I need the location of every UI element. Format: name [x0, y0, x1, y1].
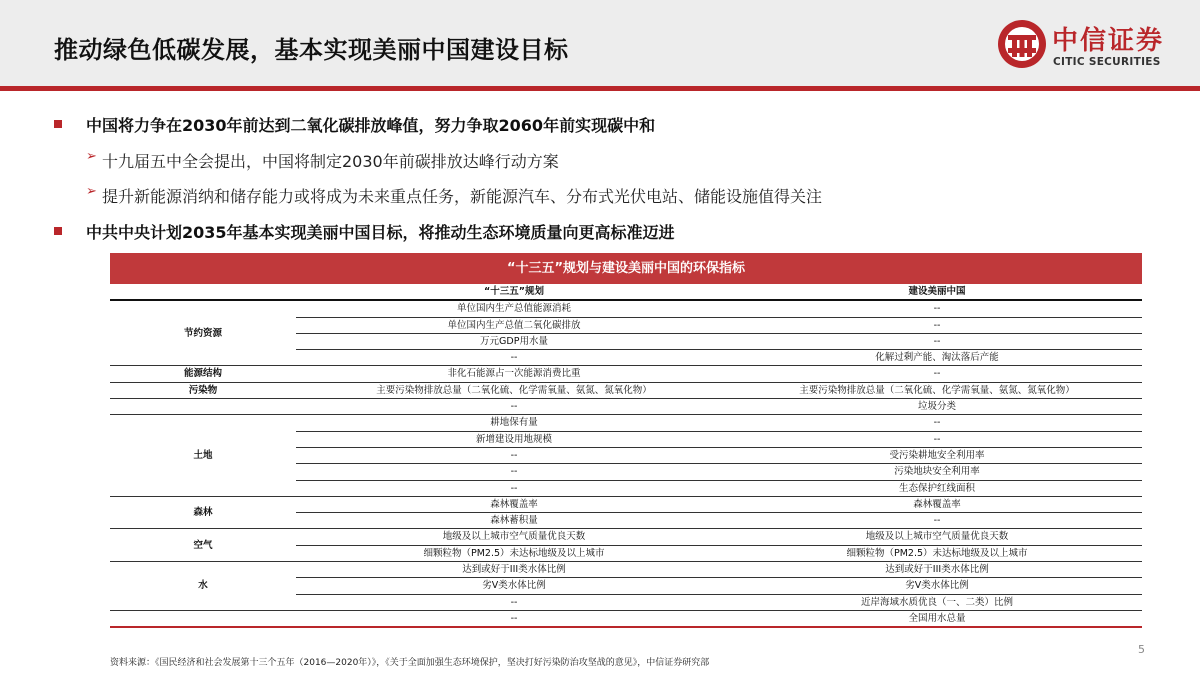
- table-cell: --: [296, 350, 732, 366]
- page-title: 推动绿色低碳发展，基本实现美丽中国建设目标: [54, 36, 569, 64]
- citic-logo-icon: [996, 18, 1048, 70]
- table-row: [110, 562, 1142, 578]
- table-row: [110, 496, 1142, 512]
- table-cell: --: [296, 464, 732, 480]
- sub-bullet-text: 十九届五中全会提出，中国将制定2030年前碳排放达峰行动方案: [102, 152, 559, 171]
- table-row: [110, 399, 1142, 415]
- table-cell: 耕地保有量: [296, 415, 732, 431]
- logo-text-en: CITIC SECURITIES: [1053, 56, 1161, 68]
- arrow-icon: ➢: [86, 149, 97, 164]
- table-cell: --: [732, 317, 1142, 333]
- table-cell: 污染地块安全利用率: [732, 464, 1142, 480]
- logo-text-cn: 中信证券: [1052, 26, 1165, 56]
- table-cell: --: [732, 300, 1142, 317]
- table-cell: 细颗粒物（PM2.5）未达标地级及以上城市: [732, 545, 1142, 561]
- table-row: [110, 610, 1142, 627]
- category-cell: 污染物: [110, 382, 296, 398]
- table-row: [110, 366, 1142, 382]
- table-cell: 新增建设用地规模: [296, 431, 732, 447]
- table-cell: 化解过剩产能、淘汰落后产能: [732, 350, 1142, 366]
- table-cell: 地级及以上城市空气质量优良天数: [732, 529, 1142, 545]
- table-cell: 主要污染物排放总量（二氧化硫、化学需氧量、氨氮、氮氧化物）: [732, 382, 1142, 398]
- table-header-cell: “十三五”规划: [296, 284, 732, 300]
- table-row: [110, 529, 1142, 545]
- table-cell: 受污染耕地安全利用率: [732, 447, 1142, 463]
- bullet-text: 中国将力争在2030年前达到二氧化碳排放峰值，努力争取2060年前实现碳中和: [86, 116, 656, 135]
- table-cell: 单位国内生产总值二氧化碳排放: [296, 317, 732, 333]
- indicator-table: [110, 253, 1142, 628]
- table-cell: 达到或好于III类水体比例: [296, 562, 732, 578]
- table-cell: --: [296, 399, 732, 415]
- table-header-row: [110, 284, 1142, 300]
- category-cell: 水: [110, 562, 296, 611]
- category-cell: 空气: [110, 529, 296, 562]
- category-cell: 节约资源: [110, 300, 296, 366]
- table-cell: 劣V类水体比例: [296, 578, 732, 594]
- table-cell: 森林覆盖率: [296, 496, 732, 512]
- table-cell: 近岸海域水质优良（一、二类）比例: [732, 594, 1142, 610]
- table-row: [110, 415, 1142, 431]
- table-cell: 细颗粒物（PM2.5）未达标地级及以上城市: [296, 545, 732, 561]
- table-cell: --: [732, 415, 1142, 431]
- table-cell: --: [732, 333, 1142, 349]
- table-cell: 垃圾分类: [732, 399, 1142, 415]
- bullet-square-icon: [54, 227, 62, 235]
- category-cell: 能源结构: [110, 366, 296, 382]
- source-note: 资料来源：《国民经济和社会发展第十三个五年（2016—2020年）》，《关于全面加强生态环境保护，坚决打好污染防治攻坚战的意见》，中信证券研究部: [110, 658, 710, 668]
- table-row: [110, 382, 1142, 398]
- table-cell: --: [732, 366, 1142, 382]
- table-cell: 单位国内生产总值能源消耗: [296, 300, 732, 317]
- table-cell: 森林覆盖率: [732, 496, 1142, 512]
- table-cell: --: [296, 480, 732, 496]
- table-cell: 全国用水总量: [732, 610, 1142, 627]
- arrow-icon: ➢: [86, 184, 97, 199]
- citic-logo: [996, 18, 1186, 74]
- table-cell: 森林蓄积量: [296, 513, 732, 529]
- table-header-cell: 建设美丽中国: [732, 284, 1142, 300]
- table-cell: 主要污染物排放总量（二氧化硫、化学需氧量、氨氮、氮氧化物）: [296, 382, 732, 398]
- table-cell: [110, 610, 296, 627]
- table-cell: 地级及以上城市空气质量优良天数: [296, 529, 732, 545]
- table-cell: --: [732, 431, 1142, 447]
- bullet-square-icon: [54, 120, 62, 128]
- table-cell: --: [296, 610, 732, 627]
- header-divider: [0, 86, 1200, 91]
- category-cell: 土地: [110, 415, 296, 496]
- table-title: “十三五”规划与建设美丽中国的环保指标: [110, 253, 1142, 284]
- table-cell: 达到或好于III类水体比例: [732, 562, 1142, 578]
- category-cell: 森林: [110, 496, 296, 529]
- indicator-grid: [110, 284, 1142, 628]
- table-cell: 劣V类水体比例: [732, 578, 1142, 594]
- bullet-text: 中共中央计划2035年基本实现美丽中国目标，将推动生态环境质量向更高标准迈进: [86, 223, 675, 242]
- table-cell: [110, 399, 296, 415]
- table-cell: --: [296, 447, 732, 463]
- table-cell: --: [296, 594, 732, 610]
- table-cell: 生态保护红线面积: [732, 480, 1142, 496]
- table-cell: --: [732, 513, 1142, 529]
- table-header-cell: [110, 284, 296, 300]
- sub-bullet-text: 提升新能源消纳和储存能力或将成为未来重点任务，新能源汽车、分布式光伏电站、储能设施值得关注: [102, 187, 823, 206]
- page-number: 5: [1138, 643, 1145, 656]
- table-cell: 非化石能源占一次能源消费比重: [296, 366, 732, 382]
- table-row: [110, 300, 1142, 317]
- table-cell: 万元GDP用水量: [296, 333, 732, 349]
